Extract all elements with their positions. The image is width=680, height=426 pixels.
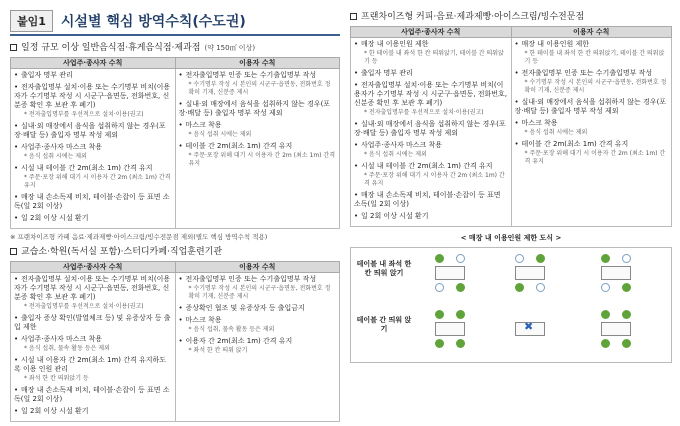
rule-item: [14, 214, 172, 223]
rule-subnote: * 전자출입명부를 우선적으로 설치·이용(권고): [364, 109, 484, 116]
rule-text: 전자출입명부 인증 또는 수기출입명부 작성: [185, 275, 317, 283]
bullet-icon: •: [354, 191, 359, 199]
rule-item: [179, 304, 337, 313]
seating-table: [587, 308, 645, 350]
rule-item: [515, 98, 669, 116]
bullet-icon: •: [514, 119, 519, 127]
bullet-icon: •: [354, 81, 359, 89]
rule-text: 매장 내 이용인원 제한: [521, 40, 590, 48]
user-rules-header: 이용자 수칙: [175, 58, 340, 69]
seating-table: [501, 252, 559, 294]
rule-item: [14, 164, 172, 190]
rule-subnote: * 음식 섭취 시에는 제외: [364, 151, 427, 158]
rule-item: [179, 275, 337, 301]
user-rules-cell: [175, 69, 340, 229]
rule-item: [179, 71, 337, 97]
row-label: 테이블 간 띄워 앉기: [356, 316, 412, 333]
bullet-icon: •: [14, 275, 19, 283]
table-shape: [515, 266, 545, 280]
bullet-icon: •: [14, 335, 19, 343]
rule-item: [14, 386, 172, 404]
table-shape: [435, 266, 465, 280]
rule-item: [14, 407, 172, 416]
attachment-tag: 붙임1: [10, 10, 53, 32]
bullet-icon: •: [178, 304, 183, 312]
rule-item: [354, 141, 508, 159]
occupied-seat-icon: [435, 310, 444, 319]
rule-item: [354, 191, 508, 209]
bullet-icon: •: [14, 83, 19, 91]
right-column: [350, 8, 672, 363]
operator-rules-cell: [11, 273, 176, 422]
rule-item: [14, 83, 172, 119]
bullet-icon: •: [178, 337, 183, 345]
rule-item: [354, 81, 508, 117]
rule-item: [14, 122, 172, 140]
operator-rules-header: 사업주·종사자 수칙: [11, 262, 176, 273]
operator-rules-cell: [351, 38, 512, 227]
user-rules-header: 이용자 수칙: [175, 262, 340, 273]
rule-item: [14, 335, 172, 353]
rule-item: [14, 193, 172, 211]
bullet-icon: •: [178, 121, 183, 129]
rule-item: [179, 100, 337, 118]
occupied-seat-icon: [456, 310, 465, 319]
rule-item: [179, 337, 337, 355]
rule-item: [179, 121, 337, 139]
rule-text: 사업주·종사자 마스크 착용: [21, 143, 103, 151]
rule-subnote: * 음식 섭취, 물속 활동 등은 제외: [24, 345, 110, 352]
rule-text: 실내·외 매장에서 음식을 섭취하지 않는 경우(포장·배달 등) 출입자 명부 작성 제외: [178, 100, 331, 117]
rule-subnote: * 음식 섭취 시에는 제외: [188, 131, 252, 138]
occupied-seat-icon: [515, 283, 524, 292]
rule-text: 실내·외 매장에서 음식을 섭취하지 않는 경우(포장·배달 등) 출입자 명부 작성 제외: [14, 122, 166, 139]
bullet-icon: •: [14, 356, 19, 364]
academy-rules-table: [10, 261, 340, 422]
rule-text: 마스크 착용: [521, 119, 558, 127]
rule-subnote: * 주문·포장 위해 대기 시 이용자 간 2m (최소 1m) 간격 유지: [188, 152, 336, 167]
bullet-icon: •: [14, 164, 19, 172]
rule-subnote: * 전자출입명부를 우선적으로 설치·이용(권고): [24, 111, 144, 118]
seating-table: [421, 308, 479, 350]
rule-item: [14, 143, 172, 161]
rule-text: 일 2회 이상 시설 환기: [21, 214, 89, 222]
section-academy-heading: [10, 246, 340, 258]
restaurant-rules-table: [10, 57, 340, 229]
rule-item: [14, 275, 172, 311]
seating-table: [421, 252, 479, 294]
occupied-seat-icon: [456, 283, 465, 292]
unavailable-table-x-icon: ✖: [524, 320, 534, 333]
seating-table: [501, 308, 559, 350]
rule-item: [179, 316, 337, 334]
bullet-icon: •: [514, 98, 519, 106]
rule-item: [354, 69, 508, 78]
rule-text: 출입자 명부 관리: [361, 69, 413, 77]
rule-text: 매장 내 손소독제 비치, 테이블·손잡이 등 표면 소독(일 2회 이상): [14, 193, 170, 210]
rule-text: 마스크 착용: [185, 316, 222, 324]
bullet-icon: •: [354, 141, 359, 149]
rule-text: 출입자 증상 확인(발열체크 등) 및 유증상자 등 출입 제한: [14, 314, 171, 331]
section-title: 교습소·학원(독서실 포함)·스터디카페·직업훈련기관: [21, 247, 223, 257]
rule-text: 전자출입명부 설치·이용 또는 수기명부 비치(이용자가 수기명부 작성 시 시군구·읍면동, 전화번호, 신분증 확인 후 보관 후 폐기): [14, 275, 171, 301]
rule-text: 매장 내 이용인원 제한: [361, 40, 429, 48]
checkbox-bullet-icon: [10, 248, 17, 255]
rule-text: 마스크 착용: [185, 121, 222, 129]
rule-item: [14, 356, 172, 383]
operator-rules-header: 사업주·종사자 수칙: [11, 58, 176, 69]
bullet-icon: •: [178, 275, 183, 283]
rule-subnote: * 주문·포장 위해 대기 시 이용자 간 2m (최소 1m) 간격 유지: [24, 174, 171, 189]
franchise-footnote: ※ 프랜차이즈형 카페 음료·제과제빵·아이스크림/빙수전문점 제외(별도 핵심 방역수칙 적용): [10, 233, 268, 241]
bullet-icon: •: [178, 316, 183, 324]
document-header: [10, 8, 340, 36]
operator-rules-cell: [11, 69, 176, 229]
bullet-icon: •: [14, 314, 19, 322]
bullet-icon: •: [354, 162, 359, 170]
empty-seat-icon: [435, 283, 444, 292]
rule-text: 실내·외 매장에서 음식을 섭취하지 않는 경우(포장·배달 등) 출입자 명부 작성 제외: [514, 98, 667, 115]
rule-subnote: * 좌석 한 칸 띄워 앉기: [188, 347, 248, 354]
rule-subnote: * 수기명부 작성 시 본인의 시군구·읍면동, 전화번호 정확히 기재, 신분증 제시: [524, 79, 667, 94]
occupied-seat-icon: [622, 339, 631, 348]
rule-item: [515, 69, 669, 95]
occupied-seat-icon: [622, 310, 631, 319]
bullet-icon: •: [514, 40, 519, 48]
bullet-icon: •: [14, 386, 19, 394]
section-note: (약 150㎡ 이상): [204, 44, 256, 52]
table-shape: [601, 322, 631, 336]
rule-text: 매장 내 손소독제 비치, 테이블·손잡이 등 표면 소독(일 2회 이상): [14, 386, 170, 403]
empty-seat-icon: [622, 254, 631, 263]
checkbox-bullet-icon: [350, 13, 357, 20]
bullet-icon: •: [14, 122, 19, 130]
franchise-cafe-rules-table: [350, 26, 672, 227]
diagram-row-seat-spacing: [351, 252, 671, 302]
rule-item: [515, 119, 669, 137]
rule-text: 사업주·종사자 마스크 착용: [361, 141, 443, 149]
occupied-seat-icon: [456, 339, 465, 348]
diagram-title: < 매장 내 이용인원 제한 도식 >: [460, 234, 562, 242]
bullet-icon: •: [14, 193, 19, 201]
rule-text: 일 2회 이상 시설 환기: [361, 212, 429, 220]
rule-text: 실내·외 매장에서 음식을 섭취하지 않는 경우(포장·배달 등) 출입자 명부 작성 제외: [354, 120, 506, 137]
table-shape: [435, 322, 465, 336]
left-column: [10, 8, 340, 422]
section-title: 프랜차이즈형 커피·음료·제과제빵·아이스크림/빙수전문점: [361, 12, 585, 22]
rule-subnote: * 주문·포장 위해 대기 시 이용자 간 2m (최소 1m) 간격 유지: [524, 150, 666, 165]
bullet-icon: •: [354, 69, 359, 77]
bullet-icon: •: [178, 71, 183, 79]
rule-text: 사업주·종사자 마스크 착용: [21, 335, 103, 343]
rule-subnote: * 한 테이블 내 좌석 한 칸 띄워앉기, 테이블 간 띄워앉기 등: [524, 50, 665, 65]
section-restaurant-heading: [10, 42, 340, 54]
bullet-icon: •: [14, 143, 19, 151]
seating-diagram: [350, 247, 672, 363]
occupied-seat-icon: [536, 254, 545, 263]
rule-item: [354, 40, 508, 66]
rule-subnote: * 음식 섭취 시에는 제외: [24, 153, 87, 160]
rule-text: 전자출입명부 설치·이용 또는 수기명부 비치(이용자가 수기명부 작성 시 시군구·읍면동, 전화번호, 신분증 확인 후 보관 후 폐기): [354, 81, 508, 107]
rule-text: 시설 내 테이블 간 2m(최소 1m) 간격 유지: [361, 162, 493, 170]
occupied-seat-icon: [601, 339, 610, 348]
empty-seat-icon: [601, 283, 610, 292]
rule-subnote: * 좌석 한 칸 띄워앉기 등: [24, 375, 89, 382]
rule-subnote: * 전자출입명부를 우선적으로 설치·이용(권고): [24, 303, 144, 310]
rule-item: [515, 40, 669, 66]
bullet-icon: •: [354, 212, 359, 220]
rule-subnote: * 음식 섭취, 물속 활동 등은 제외: [188, 326, 275, 333]
rule-text: 전자출입명부 인증 또는 수기출입명부 작성: [185, 71, 317, 79]
row-label: 테이블 내 좌석 한 칸 띄워 앉기: [356, 260, 412, 277]
rule-text: 전자출입명부 인증 또는 수기출입명부 작성: [521, 69, 653, 77]
bullet-icon: •: [178, 142, 183, 150]
bullet-icon: •: [354, 120, 359, 128]
occupied-seat-icon: [601, 310, 610, 319]
occupied-seat-icon: [601, 254, 610, 263]
empty-seat-icon: [515, 254, 524, 263]
rule-text: 매장 내 손소독제 비치, 테이블·손잡이 등 표면 소독(일 2회 이상): [354, 191, 501, 208]
checkbox-bullet-icon: [10, 44, 17, 51]
section-franchise-cafe-heading: [350, 11, 672, 23]
empty-seat-icon: [456, 254, 465, 263]
occupied-seat-icon: [435, 254, 444, 263]
bullet-icon: •: [178, 100, 183, 108]
bullet-icon: •: [354, 40, 359, 48]
rule-text: 출입자 명부 관리: [21, 71, 73, 79]
bullet-icon: •: [14, 407, 19, 415]
table-shape: [601, 266, 631, 280]
bullet-icon: •: [514, 69, 519, 77]
rule-text: 이용자 간 2m(최소 1m) 간격 유지: [185, 337, 293, 345]
rule-text: 일 2회 이상 시설 환기: [21, 407, 89, 415]
bullet-icon: •: [14, 71, 19, 79]
user-rules-header: 이용자 수칙: [511, 27, 672, 38]
rule-item: [515, 140, 669, 166]
rule-text: 시설 내 테이블 간 2m(최소 1m) 간격 유지: [21, 164, 153, 172]
bullet-icon: •: [514, 140, 519, 148]
rule-text: 시설 내 이용자 간 2m(최소 1m) 간격 유지하도록 이용 인원 관리: [14, 356, 167, 373]
seating-table: [587, 252, 645, 294]
rule-subnote: * 수기명부 작성 시 본인의 시군구·읍면동, 전화번호 정확히 기재, 신분증 제시: [188, 285, 331, 300]
rule-text: 테이블 간 2m(최소 1m) 간격 유지: [521, 140, 629, 148]
rule-item: [14, 71, 172, 80]
rule-subnote: * 주문·포장 위해 대기 시 이용자 간 2m (최소 1m) 간격 유지: [364, 172, 505, 187]
bullet-icon: •: [14, 214, 19, 222]
user-rules-cell: [175, 273, 340, 422]
rule-subnote: * 한 테이블 내 좌석 한 칸 띄워앉기, 테이블 간 띄워앉기 등: [364, 50, 504, 65]
rule-text: 테이블 간 2m(최소 1m) 간격 유지: [185, 142, 293, 150]
rule-text: 증상확인 협조 및 유증상자 등 출입금지: [185, 304, 305, 312]
rule-item: [179, 142, 337, 168]
empty-seat-icon: [536, 283, 545, 292]
rule-item: [354, 212, 508, 221]
rule-item: [354, 120, 508, 138]
section-title: 일정 규모 이상 일반음식점·휴게음식점·제과점: [21, 43, 201, 53]
rule-subnote: * 수기명부 작성 시 본인의 시군구·읍면동, 전화번호 정확히 기재, 신분증 제시: [188, 81, 331, 96]
rule-item: [14, 314, 172, 332]
rule-text: 전자출입명부 설치·이용 또는 수기명부 비치(이용자가 수기명부 작성 시 시군구·읍면동, 전화번호, 신분증 확인 후 보관 후 폐기): [14, 83, 171, 109]
user-rules-cell: [511, 38, 672, 227]
occupied-seat-icon: [435, 339, 444, 348]
rule-subnote: * 음식 섭취 시에는 제외: [524, 129, 588, 136]
diagram-row-table-spacing: [351, 308, 671, 358]
rule-item: [354, 162, 508, 188]
operator-rules-header: 사업주·종사자 수칙: [351, 27, 512, 38]
occupied-seat-icon: [622, 283, 631, 292]
page-title: 시설별 핵심 방역수칙(수도권): [60, 14, 246, 30]
